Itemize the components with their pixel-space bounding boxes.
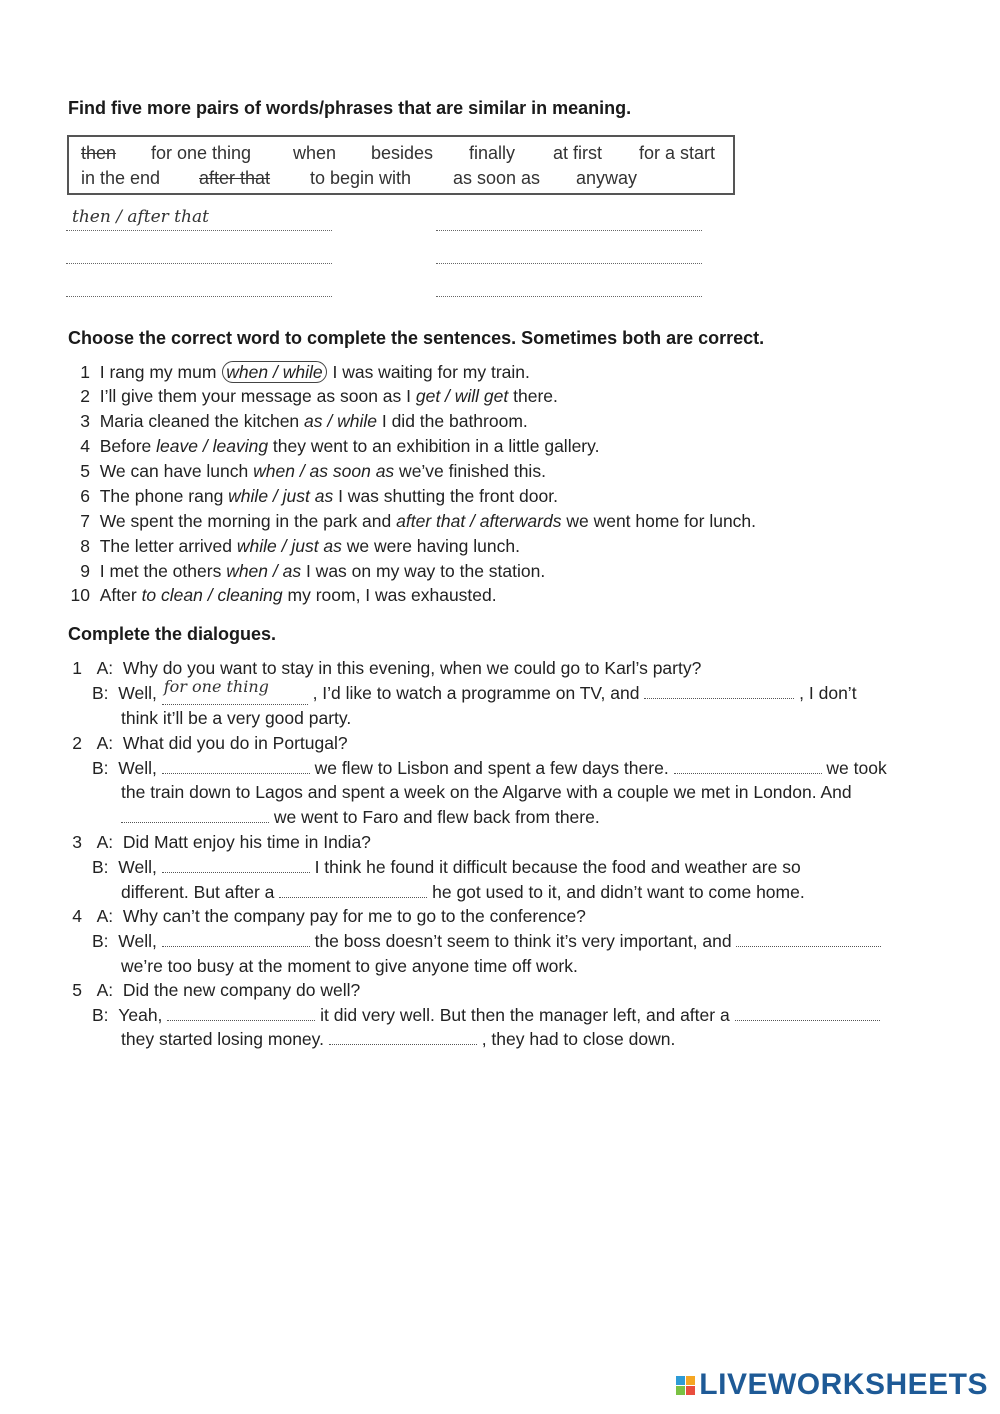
- dialogue-4-b-cont: we’re too busy at the moment to give anyone time off work.: [121, 956, 578, 976]
- sentence-item: [64, 561, 545, 582]
- answer-blank[interactable]: [329, 1043, 477, 1045]
- dialogue-1-b: B: Well, for one thing , I’d like to watch a programme on TV, and , I don’t: [92, 677, 857, 703]
- dialogue-4-b: B: Well, the boss doesn’t seem to think it’s very important, and: [92, 931, 881, 952]
- sentence-item: [64, 461, 546, 482]
- sentence-item: [64, 585, 497, 606]
- word-box: [67, 135, 735, 195]
- word-choice[interactable]: while / just as: [236, 536, 342, 556]
- word-item: in the end: [81, 168, 161, 188]
- word-item: to begin with: [310, 168, 412, 188]
- section3-heading: Complete the dialogues.: [68, 624, 277, 644]
- answer-blank[interactable]: for one thing: [162, 683, 308, 705]
- answer-blank[interactable]: [644, 697, 794, 699]
- answer-blank[interactable]: [162, 772, 310, 774]
- word-choice[interactable]: after that / afterwards: [396, 511, 562, 531]
- sentence-number: 7: [80, 511, 90, 531]
- sentence-text: they went to an exhibition in a little gallery.: [268, 436, 600, 456]
- sentence-text: The letter arrived: [99, 536, 237, 556]
- dialogue-1-a: 1 A: Why do you want to stay in this evening, when we could go to Karl’s party?: [72, 658, 702, 678]
- word-item: finally: [469, 143, 516, 163]
- word-choice[interactable]: to clean / cleaning: [141, 585, 283, 605]
- sentence-text: we went home for lunch.: [561, 511, 757, 531]
- sentence-text: I was waiting for my train.: [327, 362, 530, 382]
- sentence-text: I rang my mum: [99, 362, 222, 382]
- logo-text: LIVEWORKSHEETS: [699, 1368, 988, 1401]
- sentence-text: I’ll give them your message as soon as I: [99, 386, 416, 406]
- word-choice[interactable]: as / while: [304, 411, 377, 431]
- answer-blank[interactable]: [674, 772, 822, 774]
- dialogue-3-a: 3 A: Did Matt enjoy his time in India?: [72, 832, 371, 852]
- word-choice[interactable]: when / while: [222, 361, 326, 383]
- answer-blank[interactable]: [121, 821, 269, 823]
- sentence-number: 1: [80, 362, 90, 382]
- sentence-item: [64, 511, 756, 532]
- section2-heading: Choose the correct word to complete the sentences. Sometimes both are correct.: [68, 328, 765, 348]
- word-item: for a start: [639, 143, 716, 163]
- word-choice[interactable]: leave / leaving: [156, 436, 269, 456]
- sentence-number: 4: [80, 436, 90, 456]
- answer-line[interactable]: [436, 296, 702, 297]
- sentence-text: Maria cleaned the kitchen: [99, 411, 305, 431]
- word-choice[interactable]: when / as soon as: [253, 461, 395, 481]
- answer-line[interactable]: [66, 263, 332, 264]
- sentence-text: Before: [99, 436, 157, 456]
- dialogue-5-b-cont: they started losing money. , they had to close down.: [121, 1029, 676, 1049]
- answer-blank[interactable]: [735, 1019, 880, 1021]
- word-item: after that: [199, 168, 271, 188]
- dialogue-2-b-cont: the train down to Lagos and spent a week on the Algarve with a couple we met in London. And: [121, 782, 852, 802]
- word-item: then: [81, 143, 117, 163]
- sentence-number: 10: [70, 585, 90, 605]
- sentence-text: we were having lunch.: [341, 536, 520, 556]
- sentence-item: [64, 486, 558, 507]
- dialogue-3-b: B: Well, I think he found it difficult because the food and weather are so: [92, 857, 801, 877]
- dialogue-4-a: 4 A: Why can’t the company pay for me to go to the conference?: [72, 906, 586, 926]
- sentence-item: [64, 361, 530, 383]
- word-item: when: [293, 143, 337, 163]
- word-item: as soon as: [453, 168, 541, 188]
- sentence-item: [64, 411, 528, 432]
- sentence-number: 3: [80, 411, 90, 431]
- answer-line[interactable]: [436, 230, 702, 231]
- answer-blank[interactable]: [162, 871, 310, 873]
- sentence-text: I was on my way to the station.: [301, 561, 546, 581]
- dialogue-2-b-cont2: we went to Faro and flew back from there.: [121, 807, 600, 828]
- sentence-item: [64, 536, 520, 557]
- sentence-text: I did the bathroom.: [376, 411, 528, 431]
- dialogue-2-b: B: Well, we flew to Lisbon and spent a few days there. we took: [92, 758, 887, 778]
- sentence-text: I was shutting the front door.: [333, 486, 558, 506]
- word-item: for one thing: [151, 143, 252, 163]
- dialogue-1-b-cont: think it’ll be a very good party.: [121, 708, 352, 728]
- word-choice[interactable]: get / will get: [415, 386, 509, 406]
- answer-blank[interactable]: [167, 1019, 315, 1021]
- sentence-item: [64, 386, 558, 407]
- word-item: at first: [553, 143, 603, 163]
- sentence-text: I met the others: [99, 561, 227, 581]
- dialogue-3-b-cont: different. But after a he got used to it, and didn’t want to come home.: [121, 882, 805, 902]
- word-item: anyway: [576, 168, 638, 188]
- answer-blank[interactable]: [162, 945, 310, 947]
- sentence-item: [64, 436, 599, 457]
- liveworksheets-logo: [676, 1368, 988, 1402]
- answer-line[interactable]: [436, 263, 702, 264]
- example-answer: then / after that: [72, 207, 209, 227]
- sentence-number: 5: [80, 461, 90, 481]
- answer-line[interactable]: [66, 296, 332, 297]
- word-item: besides: [371, 143, 434, 163]
- sentence-text: my room, I was exhausted.: [282, 585, 497, 605]
- answer-line: [66, 230, 332, 231]
- sentence-number: 2: [80, 386, 90, 406]
- sentence-text: The phone rang: [99, 486, 229, 506]
- sentence-text: there.: [508, 386, 558, 406]
- sentence-number: 6: [80, 486, 90, 506]
- sentence-text: We spent the morning in the park and: [99, 511, 397, 531]
- sentence-text: After: [99, 585, 142, 605]
- answer-blank[interactable]: [736, 945, 881, 947]
- word-choice[interactable]: when / as: [226, 561, 302, 581]
- section1-heading: Find five more pairs of words/phrases that are similar in meaning.: [68, 98, 632, 118]
- answer-blank[interactable]: [279, 896, 427, 898]
- sentence-number: 9: [80, 561, 90, 581]
- sentence-number: 8: [80, 536, 90, 556]
- dialogue-5-a: 5 A: Did the new company do well?: [72, 980, 361, 1000]
- dialogue-2-a: 2 A: What did you do in Portugal?: [72, 733, 348, 753]
- logo-squares-icon: [676, 1376, 695, 1395]
- dialogue-5-b: B: Yeah, it did very well. But then the manager left, and after a: [92, 1005, 880, 1026]
- word-choice[interactable]: while / just as: [228, 486, 334, 506]
- sentence-text: We can have lunch: [99, 461, 254, 481]
- sentence-text: we’ve finished this.: [394, 461, 546, 481]
